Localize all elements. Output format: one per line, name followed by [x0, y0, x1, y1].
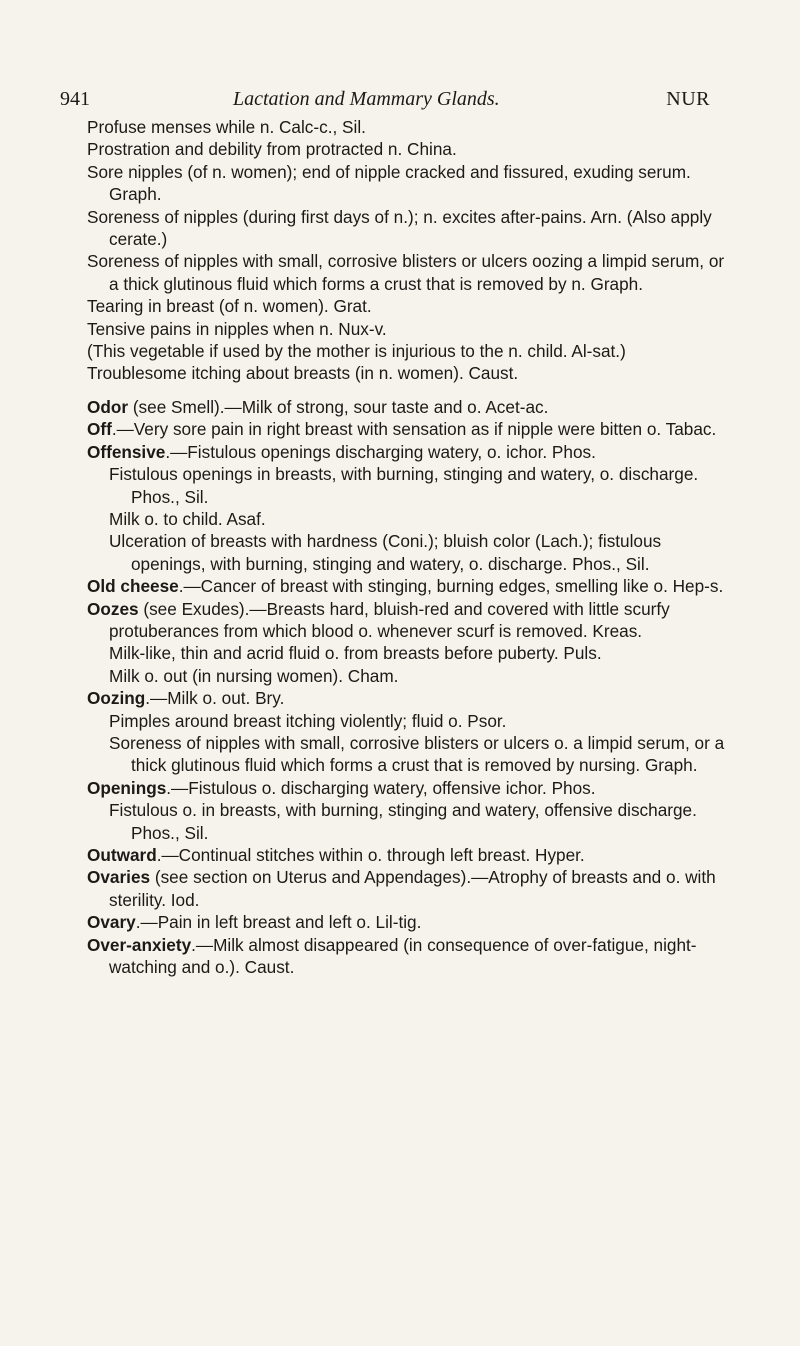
rubric-keyword: Odor [87, 396, 129, 417]
list-item: Profuse menses while n. Calc-c., Sil. [87, 117, 366, 137]
list-item: Troublesome itching about breasts (in n. women). Caust. [87, 363, 519, 384]
rubric-text: .—Pain in left breast and left o. Lil-tig. [135, 912, 422, 933]
list-item: (This vegetable if used by the mother is injurious to the n. child. Al-sat.) [87, 341, 626, 362]
rubric-over-anxiety [87, 934, 727, 979]
rubric-keyword: Ovary [87, 912, 136, 933]
nursing-entries [87, 116, 727, 385]
rubric-text: .—Fistulous openings discharging watery, o. ichor. Phos. [165, 441, 596, 462]
o-rubrics [87, 396, 727, 979]
rubric-keyword: Oozes [87, 598, 139, 619]
rubric-keyword: Old cheese [87, 576, 179, 597]
rubric-offensive [87, 441, 727, 463]
list-item: Tearing in breast (of n. women). Grat. [87, 296, 372, 317]
sub-entry: Fistulous openings in breasts, with burning, stinging and watery, o. discharge. Phos., Sil. [109, 464, 699, 507]
list-item: Soreness of nipples with small, corrosive blisters or ulcers oozing a limpid serum, or a thick glutinous fluid which forms a crust that is removed by n. Graph. [87, 251, 725, 294]
rubric-text: (see Exudes).—Breasts hard, bluish-red and covered with little scurfy protuberances from which blood o. whenever scurf is removed. Kreas. [109, 598, 670, 641]
chapter-title: Lactation and Mammary Glands. [233, 88, 500, 110]
rubric-off [87, 418, 727, 440]
rubric-keyword: Off [87, 419, 112, 440]
page-number: 941 [60, 88, 90, 110]
sub-entry: Soreness of nipples with small, corrosive blisters or ulcers o. a limpid serum, or a thick glutinous fluid which forms a crust that is removed by nursing. Graph. [109, 732, 725, 776]
sub-entry: Milk o. out (in nursing women). Cham. [109, 665, 399, 686]
rubric-odor [87, 396, 727, 418]
repertory-text [87, 116, 727, 978]
list-item: Soreness of nipples (during first days of n.); n. excites after-pains. Arn. (Also apply cerate.) [87, 206, 712, 250]
rubric-text: (see Smell).—Milk of strong, sour taste and o. Acet-ac. [128, 396, 549, 417]
rubric-ovaries [87, 866, 727, 911]
rubric-text: .—Cancer of breast with stinging, burning edges, smelling like o. Hep-s. [178, 576, 724, 597]
sub-entry: Ulceration of breasts with hardness (Coni.); bluish color (Lach.); fistulous openings, with burning, stinging and watery, o. discharge. Phos., Sil. [109, 531, 662, 574]
sub-entry: Pimples around breast itching violently; fluid o. Psor. [109, 710, 507, 731]
rubric-keyword: Oozing [87, 688, 146, 709]
rubric-keyword: Ovaries [87, 867, 151, 888]
rubric-text: (see section on Uterus and Appendages).—Atrophy of breasts and o. with sterility. Iod. [109, 867, 716, 910]
rubric-text: .—Fistulous o. discharging watery, offensive ichor. Phos. [166, 777, 596, 798]
rubric-keyword: Over-anxiety [87, 934, 192, 955]
rubric-keyword: Outward [87, 845, 157, 865]
section-abbreviation: NUR [666, 88, 710, 110]
sub-entry: Milk o. to child. Asaf. [109, 508, 266, 529]
rubric-oozing [87, 687, 727, 709]
rubric-text: .—Milk almost disappeared (in consequence of over-fatigue, night-watching and o.). Caust. [109, 934, 697, 978]
rubric-ovary [87, 911, 727, 933]
rubric-outward [87, 844, 727, 866]
list-item: Prostration and debility from protracted n. China. [87, 139, 457, 160]
rubric-text: .—Very sore pain in right breast with sensation as if nipple were bitten o. Tabac. [111, 419, 717, 440]
list-item: Sore nipples (of n. women); end of nipple cracked and fissured, exuding serum. Graph. [87, 161, 691, 205]
list-item: Tensive pains in nipples when n. Nux-v. [87, 318, 387, 339]
rubric-text: .—Continual stitches within o. through left breast. Hyper. [156, 845, 585, 865]
rubric-old-cheese [87, 575, 727, 597]
rubric-keyword: Offensive [87, 441, 166, 462]
running-head [60, 88, 710, 114]
sub-entry: Fistulous o. in breasts, with burning, stinging and watery, offensive discharge. Phos., Sil. [109, 800, 697, 843]
rubric-text: .—Milk o. out. Bry. [145, 688, 285, 709]
sub-entry: Milk-like, thin and acrid fluid o. from breasts before puberty. Puls. [109, 643, 602, 664]
rubric-openings [87, 777, 727, 799]
rubric-oozes [87, 598, 727, 643]
rubric-keyword: Openings [87, 777, 167, 798]
